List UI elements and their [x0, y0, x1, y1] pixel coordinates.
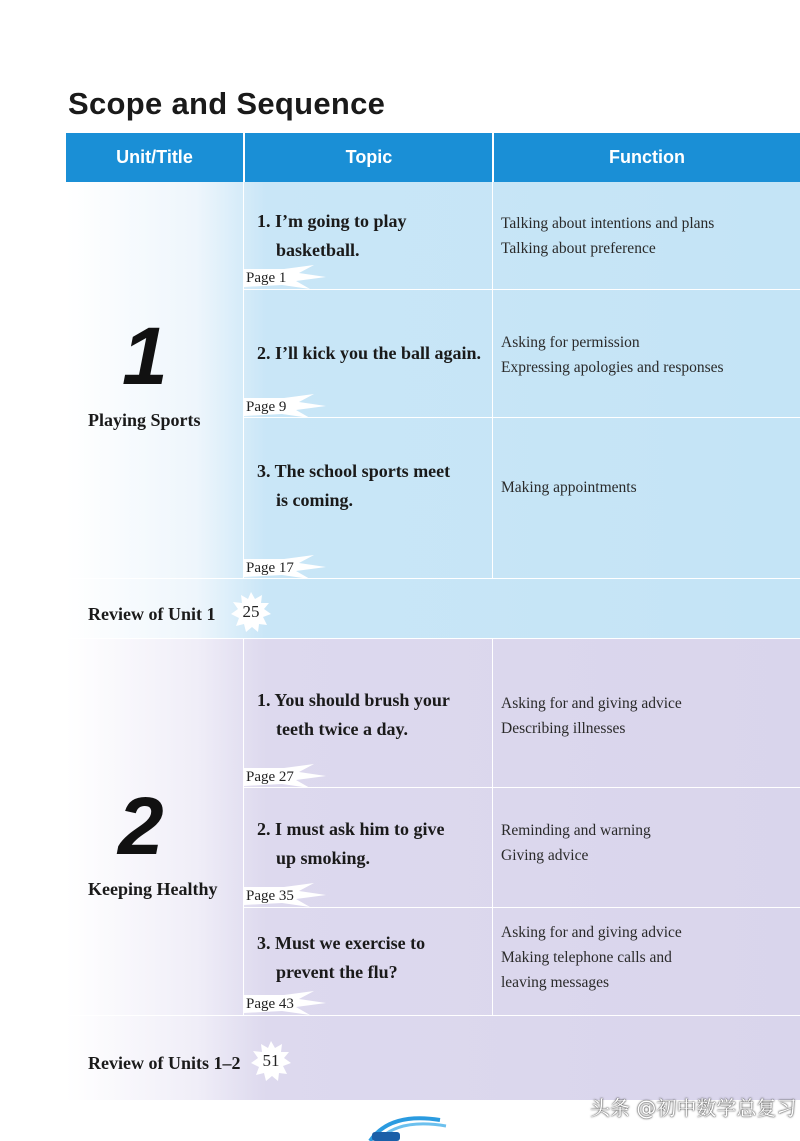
header-unit-title: Unit/Title: [116, 147, 193, 167]
lesson-functions: Making appointments: [501, 479, 637, 496]
lesson-topic: 2. I’ll kick you the ball again.: [257, 343, 482, 363]
lesson-topic: 1. I’m going to play basketball.: [257, 211, 407, 260]
grid-line: [66, 638, 800, 639]
grid-line: [243, 638, 244, 1015]
lesson-topic: 3. Must we exercise to prevent the flu?: [257, 933, 426, 982]
page-tag: Page 1: [244, 265, 334, 291]
table-header: [66, 133, 800, 182]
page-tag: Page 43: [244, 991, 334, 1017]
unit-title: Keeping Healthy: [88, 879, 218, 899]
header-topic: Topic: [345, 147, 393, 167]
lesson-functions: Asking for permission Expressing apologies and responses: [501, 334, 724, 376]
grid-line: [492, 182, 493, 578]
grid-line: [66, 578, 800, 579]
unit-number: 2: [118, 781, 164, 872]
review-label: Review of Unit 1: [88, 604, 216, 624]
page-title: Scope and Sequence: [68, 86, 386, 121]
lesson-functions: Asking for and giving advice Making telephone calls and leaving messages: [501, 924, 682, 991]
grid-line: [66, 1015, 800, 1016]
lesson-functions: Talking about intentions and plans Talking about preference: [501, 215, 715, 257]
lesson-functions: Reminding and warning Giving advice: [501, 822, 651, 864]
lesson-topic: 1. You should brush your teeth twice a day.: [257, 690, 450, 739]
footer-page-logo-icon: [360, 1112, 450, 1141]
grid-line: [492, 638, 493, 1015]
page-tag: Page 35: [244, 883, 334, 909]
unit-title: Playing Sports: [88, 410, 201, 430]
lesson-topic: 2. I must ask him to give up smoking.: [257, 819, 445, 868]
review-page-badge: 51: [251, 1041, 291, 1081]
review-label: Review of Units 1–2: [88, 1053, 241, 1073]
grid-line: [243, 182, 244, 578]
header-function: Function: [609, 147, 685, 167]
page-tag: Page 9: [244, 394, 334, 420]
lesson-functions: Asking for and giving advice Describing illnesses: [501, 695, 682, 737]
watermark: 头条 @初中数学总复习: [590, 1096, 797, 1120]
page-tag: Page 17: [244, 555, 334, 581]
unit-number: 1: [122, 311, 168, 402]
review-page-badge: 25: [231, 592, 271, 632]
lesson-topic: 3. The school sports meet is coming.: [257, 461, 451, 510]
page-tag: Page 27: [244, 764, 334, 790]
